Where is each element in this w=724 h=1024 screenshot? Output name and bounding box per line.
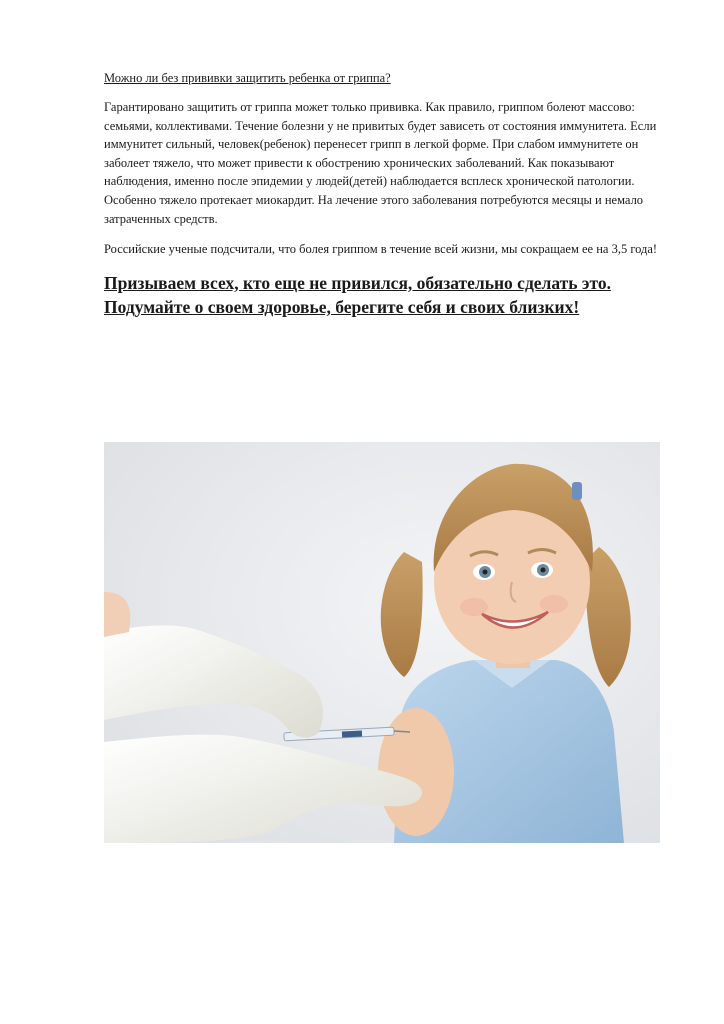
right-cheek xyxy=(540,595,568,613)
appeal-line-2: Подумайте о своем здоровье, берегите себя и своих близких! xyxy=(104,296,580,317)
vaccination-illustration xyxy=(104,442,660,843)
vaccination-photo xyxy=(104,442,660,843)
right-pupil xyxy=(541,568,546,573)
syringe-plunger-mark xyxy=(342,730,362,737)
document-body xyxy=(104,70,672,319)
left-pupil xyxy=(483,570,488,575)
appeal-block xyxy=(104,271,672,319)
syringe-needle xyxy=(394,731,410,732)
hair-clip xyxy=(572,482,582,500)
appeal-line-1: Призываем всех, кто еще не привился, обязательно сделать это. xyxy=(104,272,611,293)
paragraph-intro: Гарантировано защитить от гриппа может только прививка. Как правило, гриппом болеют массово: семьями, коллективами. Течение болезни у не привитых будет зависеть от состояния иммунитета. Если иммунитет сильный, человек(ребенок) перенесет грипп в легкой форме. При слабом иммунитете он заболеет тяжело, что может привести к обострению хронических заболеваний. Как показывают наблюдения, именно после эпидемии у людей(детей) наблюдается всплеск хронической патологии. Особенно тяжело протекает миокардит. На лечение этого заболевания потребуются месяцы и немало затраченных средств. xyxy=(104,100,657,226)
paragraph-scientists: Российские ученые подсчитали, что болея гриппом в течение всей жизни, мы сокращаем ее на 3,5 года! xyxy=(104,242,658,257)
question-heading: Можно ли без прививки защитить ребенка от гриппа? xyxy=(104,71,391,85)
left-cheek xyxy=(460,598,488,616)
